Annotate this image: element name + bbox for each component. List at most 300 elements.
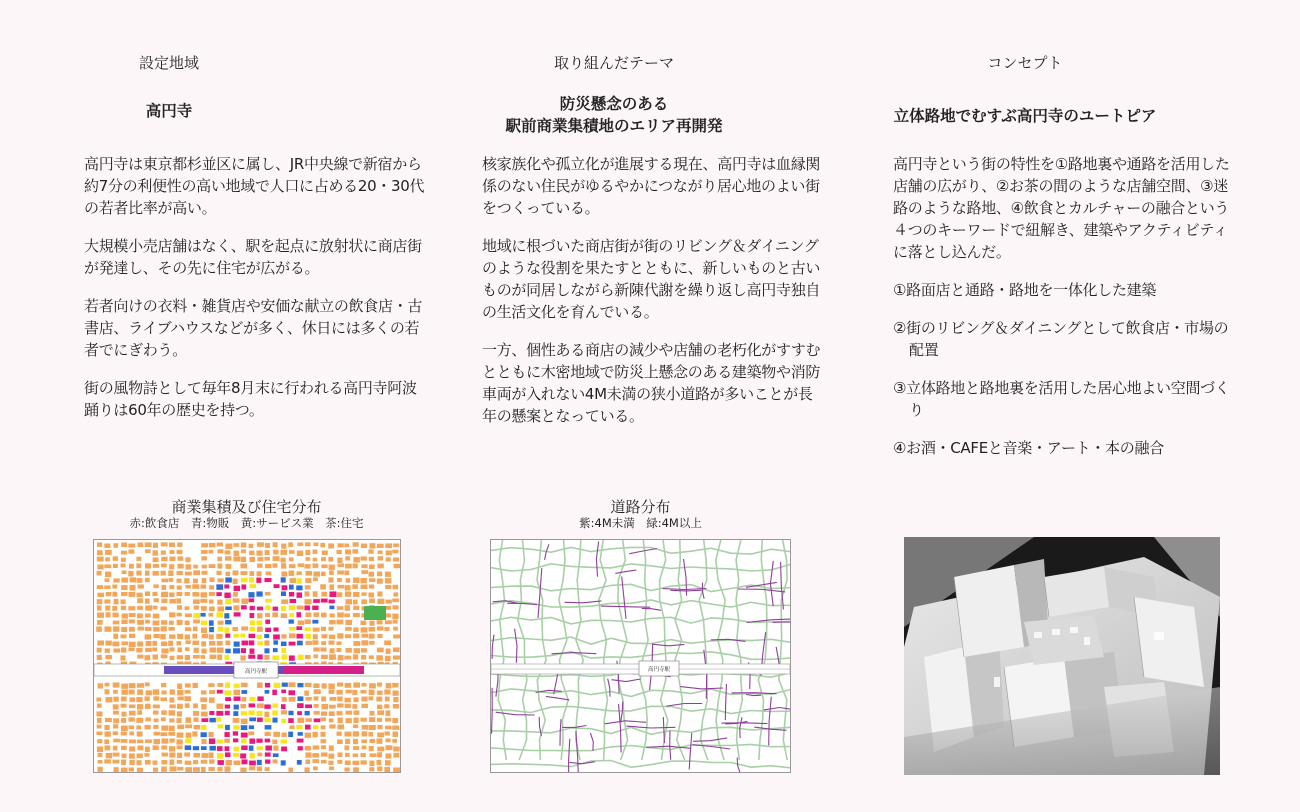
residential-parcel [328, 564, 335, 570]
residential-parcel [344, 570, 349, 575]
residential-parcel [201, 627, 207, 633]
residential-parcel [176, 571, 183, 576]
residential-parcel [97, 585, 104, 589]
residential-parcel [297, 717, 304, 723]
residential-parcel [161, 620, 168, 625]
residential-parcel [97, 703, 102, 708]
shop-parcel [249, 577, 254, 583]
residential-parcel [169, 592, 175, 597]
residential-parcel [177, 683, 182, 689]
residential-parcel [344, 745, 349, 750]
residential-parcel [360, 584, 367, 589]
shop-parcel [216, 592, 222, 596]
residential-parcel [169, 752, 176, 758]
residential-parcel [128, 683, 135, 689]
column-body [893, 153, 1238, 475]
residential-parcel [129, 641, 136, 647]
residential-parcel [145, 682, 150, 686]
residential-parcel [385, 543, 392, 548]
residential-parcel [289, 550, 295, 554]
narrow-road [612, 679, 641, 682]
residential-parcel [153, 767, 158, 772]
residential-parcel [353, 613, 360, 618]
residential-parcel [377, 732, 384, 737]
residential-parcel [217, 654, 222, 660]
residential-parcel [193, 655, 200, 659]
residential-parcel [121, 641, 128, 645]
residential-parcel [328, 557, 333, 562]
residential-parcel [153, 725, 159, 730]
shop-parcel [241, 690, 247, 694]
residential-parcel [313, 612, 319, 617]
concept-item: ④お酒・CAFEと音楽・アート・本の融合 [893, 439, 1164, 457]
residential-parcel [369, 655, 374, 659]
narrow-road [621, 702, 623, 723]
residential-parcel [304, 690, 309, 696]
wide-road [491, 547, 790, 554]
residential-parcel [385, 753, 391, 759]
residential-parcel [264, 557, 270, 561]
residential-parcel [209, 759, 215, 764]
residential-parcel [161, 766, 167, 772]
shop-parcel [329, 591, 336, 597]
residential-parcel [369, 620, 374, 626]
residential-parcel [312, 549, 317, 554]
shop-parcel [296, 578, 302, 584]
residential-parcel [368, 689, 374, 695]
residential-parcel [152, 605, 157, 609]
road-map-figure [491, 540, 790, 772]
shop-parcel [304, 711, 310, 716]
residential-parcel [177, 703, 183, 709]
residential-parcel [345, 564, 352, 569]
residential-parcel [153, 627, 160, 632]
residential-parcel [128, 571, 134, 577]
residential-parcel [121, 542, 127, 547]
residential-parcel [216, 641, 222, 646]
residential-parcel [145, 549, 151, 553]
residential-parcel [113, 718, 119, 723]
residential-parcel [121, 725, 128, 731]
residential-parcel [169, 612, 176, 617]
residential-parcel [344, 697, 351, 702]
residential-parcel [336, 690, 343, 695]
residential-parcel [344, 655, 351, 659]
residential-parcel [329, 584, 334, 590]
residential-parcel [145, 620, 150, 624]
shop-parcel [256, 591, 263, 597]
shop-parcel [281, 746, 287, 751]
residential-parcel [329, 620, 336, 625]
residential-parcel [240, 563, 247, 568]
residential-parcel [137, 641, 143, 646]
residential-parcel [225, 564, 231, 569]
residential-parcel [128, 725, 134, 729]
residential-parcel [177, 647, 182, 652]
paragraph: 高円寺は東京都杉並区に属し、JR中央線で新宿から約7分の利便性の高い地域で人口に占める20・30代の若者比率が高い。 [84, 155, 425, 217]
residential-parcel [393, 557, 399, 562]
residential-parcel [169, 599, 176, 604]
residential-parcel [337, 752, 342, 757]
residential-parcel [377, 626, 384, 631]
residential-parcel [225, 760, 232, 766]
residential-parcel [385, 557, 391, 562]
residential-parcel [281, 543, 287, 549]
shop-parcel [296, 612, 301, 617]
residential-parcel [289, 633, 296, 638]
shop-parcel [265, 745, 272, 750]
paragraph: 地域に根づいた商店街が街のリビング＆ダイニングのような役割を果たすとともに、新しいものと古いものが同居しながら新陳代謝を繰り返し高円寺独自の生活文化を育んでいる。 [482, 237, 821, 321]
shop-parcel [249, 584, 256, 588]
road-map [490, 539, 791, 773]
residential-parcel [344, 613, 350, 617]
residential-parcel [145, 648, 152, 653]
residential-parcel [385, 613, 391, 618]
shop-parcel [281, 648, 286, 654]
residential-parcel [153, 739, 160, 745]
residential-parcel [201, 760, 208, 764]
shop-parcel [280, 577, 285, 583]
residential-parcel [153, 584, 159, 588]
residential-parcel [145, 690, 152, 695]
residential-parcel [129, 760, 135, 766]
residential-parcel [352, 549, 358, 554]
residential-parcel [169, 585, 174, 590]
residential-parcel [161, 760, 167, 765]
residential-parcel [177, 556, 183, 561]
residential-parcel [193, 570, 200, 575]
residential-parcel [352, 731, 359, 737]
residential-parcel [128, 717, 135, 722]
residential-parcel [176, 745, 182, 749]
shop-parcel [224, 732, 230, 737]
residential-parcel [336, 641, 342, 645]
residential-parcel [377, 543, 384, 548]
residential-parcel [352, 584, 358, 589]
residential-parcel [113, 746, 118, 751]
residential-parcel [201, 641, 206, 647]
residential-parcel [313, 647, 320, 652]
residential-parcel [304, 619, 311, 624]
residential-parcel [136, 648, 143, 653]
residential-parcel [361, 633, 368, 638]
shop-parcel [265, 683, 271, 688]
residential-parcel [208, 767, 215, 771]
residential-parcel [369, 725, 376, 730]
residential-parcel [224, 766, 230, 772]
residential-parcel [233, 550, 239, 556]
shop-parcel [257, 606, 264, 610]
residential-parcel [121, 711, 126, 716]
residential-parcel [161, 745, 167, 750]
residential-parcel [361, 640, 368, 646]
residential-parcel [265, 592, 271, 596]
shop-parcel [289, 613, 294, 617]
residential-parcel [345, 753, 350, 758]
residential-parcel [384, 689, 391, 695]
residential-parcel [232, 598, 239, 603]
residential-parcel [281, 599, 288, 604]
commercial-map [93, 539, 401, 773]
residential-parcel [353, 739, 358, 745]
residential-parcel [121, 570, 126, 574]
residential-parcel [369, 767, 375, 772]
map-title: 商業集積及び住宅分布 [171, 498, 322, 516]
residential-parcel [337, 570, 344, 574]
residential-parcel [97, 739, 103, 744]
residential-parcel [97, 760, 102, 764]
residential-parcel [217, 606, 224, 612]
shop-parcel [296, 585, 303, 590]
residential-parcel [161, 717, 166, 721]
narrow-road [562, 726, 586, 728]
wide-road [491, 706, 790, 713]
residential-parcel [337, 606, 344, 610]
residential-parcel [376, 620, 382, 625]
residential-parcel [313, 683, 320, 688]
shop-parcel [264, 704, 271, 709]
residential-parcel [289, 725, 294, 729]
residential-parcel [336, 550, 342, 554]
residential-parcel [369, 711, 374, 716]
residential-parcel [185, 683, 191, 688]
residential-parcel [137, 584, 144, 589]
residential-parcel [217, 549, 223, 554]
residential-parcel [176, 739, 183, 745]
residential-parcel [305, 655, 311, 660]
residential-parcel [200, 655, 205, 659]
residential-parcel [392, 613, 399, 619]
shop-parcel [200, 725, 206, 730]
residential-parcel [369, 584, 375, 588]
residential-parcel [193, 626, 198, 631]
residential-parcel [161, 578, 168, 582]
shop-parcel [224, 613, 229, 619]
residential-parcel [168, 732, 175, 736]
residential-parcel [344, 605, 350, 611]
residential-parcel [313, 634, 318, 639]
residential-parcel [120, 655, 125, 661]
residential-parcel [337, 760, 342, 764]
residential-parcel [313, 766, 318, 770]
shop-parcel [264, 725, 271, 730]
residential-parcel [152, 647, 157, 651]
residential-parcel [201, 648, 207, 653]
shop-parcel [225, 599, 231, 605]
narrow-road [725, 684, 726, 720]
residential-parcel [112, 759, 119, 763]
residential-parcel [120, 704, 126, 708]
residential-parcel [353, 717, 359, 723]
residential-parcel [208, 564, 215, 568]
shop-parcel [217, 739, 224, 744]
residential-parcel [120, 634, 126, 638]
residential-parcel [233, 605, 239, 611]
residential-parcel [345, 718, 352, 724]
residential-parcel [392, 598, 399, 602]
residential-parcel [153, 613, 160, 618]
residential-parcel [305, 752, 312, 758]
residential-parcel [105, 697, 112, 703]
shop-parcel [217, 690, 223, 694]
residential-parcel [240, 655, 246, 661]
residential-parcel [233, 543, 239, 547]
residential-parcel [96, 697, 101, 702]
residential-parcel [265, 564, 272, 569]
residential-parcel [121, 689, 128, 695]
shop-parcel [249, 745, 254, 751]
residential-parcel [104, 585, 111, 589]
residential-parcel [160, 626, 167, 632]
shop-parcel [281, 591, 287, 596]
residential-parcel [352, 704, 357, 709]
residential-parcel [345, 689, 352, 693]
shop-parcel [248, 634, 255, 639]
residential-parcel [385, 571, 391, 577]
shop-parcel [297, 640, 303, 645]
shop-parcel [200, 732, 207, 737]
residential-parcel [337, 724, 344, 729]
shop-parcel [201, 746, 207, 750]
residential-parcel [345, 760, 351, 765]
residential-parcel [321, 745, 326, 749]
residential-parcel [329, 711, 335, 716]
residential-parcel [345, 549, 351, 554]
residential-parcel [97, 550, 103, 556]
residential-parcel [217, 563, 222, 569]
residential-parcel [377, 550, 382, 554]
shop-parcel [256, 738, 263, 743]
residential-parcel [384, 704, 390, 709]
residential-parcel [361, 745, 366, 749]
residential-parcel [376, 738, 382, 744]
shop-parcel [289, 584, 294, 589]
residential-parcel [257, 613, 263, 619]
shop-parcel [288, 718, 294, 723]
residential-parcel [217, 647, 224, 653]
residential-parcel [377, 710, 384, 715]
residential-parcel [265, 571, 271, 575]
shop-parcel [249, 753, 255, 759]
residential-parcel [168, 640, 173, 646]
residential-parcel [304, 564, 311, 569]
residential-parcel [393, 767, 400, 772]
residential-parcel [248, 543, 253, 548]
residential-parcel [121, 683, 128, 689]
wide-road [758, 540, 767, 760]
residential-parcel [193, 605, 199, 610]
residential-parcel [153, 634, 160, 639]
residential-parcel [120, 739, 127, 743]
residential-parcel [113, 648, 120, 653]
residential-parcel [337, 696, 343, 701]
column-title: 立体路地でむすぶ高円寺のユートピア [893, 107, 1157, 125]
narrow-road [565, 601, 602, 603]
residential-parcel [329, 745, 334, 751]
narrow-road [684, 559, 687, 596]
residential-parcel [161, 599, 167, 604]
residential-parcel [336, 731, 342, 736]
shop-parcel [329, 605, 334, 609]
wide-road [736, 540, 742, 760]
residential-parcel [344, 683, 351, 688]
residential-parcel [264, 711, 269, 717]
residential-parcel [329, 654, 336, 660]
shop-parcel [241, 732, 248, 737]
residential-parcel [233, 592, 238, 597]
shop-parcel [281, 654, 287, 660]
shop-parcel [297, 696, 303, 701]
residential-parcel [145, 739, 152, 743]
residential-parcel [168, 710, 175, 716]
residential-parcel [201, 550, 208, 554]
residential-parcel [368, 571, 374, 576]
residential-parcel [113, 633, 118, 639]
residential-parcel [305, 542, 311, 546]
residential-parcel [225, 543, 232, 549]
residential-parcel [129, 704, 136, 708]
residential-parcel [353, 599, 358, 604]
residential-parcel [160, 634, 166, 640]
column-body [482, 153, 827, 443]
residential-parcel [176, 592, 182, 597]
residential-parcel [185, 571, 192, 575]
residential-parcel [152, 745, 159, 750]
shop-parcel [249, 697, 255, 702]
residential-parcel [288, 767, 293, 772]
residential-parcel [121, 557, 126, 562]
residential-parcel [105, 605, 111, 610]
residential-parcel [281, 563, 287, 569]
shop-parcel [225, 704, 231, 708]
residential-parcel [385, 710, 390, 716]
residential-parcel [313, 696, 318, 701]
residential-parcel [193, 564, 198, 568]
column-title [439, 93, 789, 137]
residential-parcel [104, 731, 111, 737]
residential-parcel [169, 564, 174, 570]
residential-parcel [113, 543, 118, 548]
residential-parcel [344, 543, 349, 547]
residential-parcel [129, 697, 135, 702]
shop-parcel [280, 739, 287, 743]
residential-parcel [369, 557, 375, 562]
residential-parcel [360, 690, 367, 694]
residential-parcel [193, 725, 200, 730]
residential-parcel [376, 655, 383, 661]
residential-parcel [152, 557, 158, 562]
residential-parcel [152, 550, 158, 556]
shop-parcel [272, 606, 278, 611]
residential-parcel [184, 592, 190, 596]
wide-road [491, 617, 790, 624]
residential-parcel [337, 739, 343, 744]
residential-parcel [137, 710, 142, 715]
residential-parcel [232, 570, 238, 575]
residential-parcel [361, 592, 367, 596]
residential-parcel [201, 543, 208, 548]
commercial-map-figure [94, 540, 400, 772]
residential-parcel [360, 753, 366, 757]
residential-parcel [137, 745, 143, 750]
paragraph: 若者向けの衣料・雑貨店や安価な献立の飲食店・古書店、ライブハウスなどが多く、休日には多くの若者でにぎわう。 [84, 297, 423, 359]
residential-parcel [153, 598, 159, 602]
shop-parcel [233, 696, 240, 701]
residential-parcel [201, 564, 207, 568]
shop-parcel [312, 605, 319, 610]
residential-parcel [257, 557, 263, 562]
residential-parcel [225, 556, 232, 561]
